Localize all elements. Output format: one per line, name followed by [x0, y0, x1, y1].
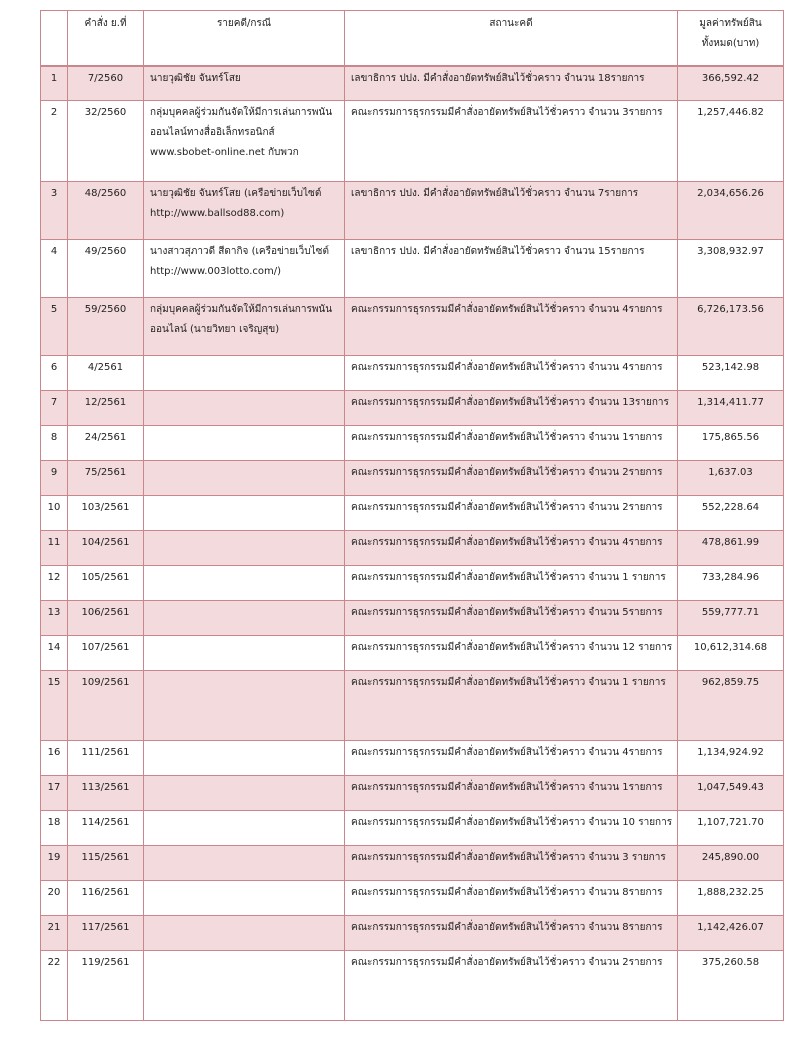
case-status: คณะกรรมการธุรกรรมมีคำสั่งอายัดทรัพย์สินไว้ชั่วคราว จำนวน 2รายการ — [345, 461, 678, 496]
order-number: 4/2561 — [68, 356, 144, 391]
order-number: 115/2561 — [68, 846, 144, 881]
case-status: คณะกรรมการธุรกรรมมีคำสั่งอายัดทรัพย์สินไว้ชั่วคราว จำนวน 2รายการ — [345, 951, 678, 1021]
asset-value: 1,257,446.82 — [678, 101, 784, 182]
asset-value: 733,284.96 — [678, 566, 784, 601]
asset-value: 375,260.58 — [678, 951, 784, 1021]
case-status: เลขาธิการ ปปง. มีคำสั่งอายัดทรัพย์สินไว้ชั่วคราว จำนวน 18รายการ — [345, 66, 678, 101]
table-row — [41, 741, 784, 776]
order-number: 59/2560 — [68, 298, 144, 356]
order-number: 106/2561 — [68, 601, 144, 636]
asset-value: 2,034,656.26 — [678, 182, 784, 240]
case-status: คณะกรรมการธุรกรรมมีคำสั่งอายัดทรัพย์สินไว้ชั่วคราว จำนวน 3 รายการ — [345, 846, 678, 881]
case-name — [144, 951, 345, 1021]
case-status: คณะกรรมการธุรกรรมมีคำสั่งอายัดทรัพย์สินไว้ชั่วคราว จำนวน 12 รายการ — [345, 636, 678, 671]
table-header — [41, 11, 784, 66]
case-name — [144, 461, 345, 496]
case-status: คณะกรรมการธุรกรรมมีคำสั่งอายัดทรัพย์สินไว้ชั่วคราว จำนวน 4รายการ — [345, 741, 678, 776]
table-row — [41, 811, 784, 846]
case-name — [144, 601, 345, 636]
order-number: 104/2561 — [68, 531, 144, 566]
case-name-line: นางสาวสุภาวดี สีดากิจ (เครือข่ายเว็บไซต์ — [150, 246, 329, 257]
case-name — [144, 846, 345, 881]
case-name-line: กลุ่มบุคคลผู้ร่วมกันจัดให้มีการเล่นการพนัน — [150, 107, 333, 118]
table-row — [41, 101, 784, 182]
asset-value: 1,888,232.25 — [678, 881, 784, 916]
case-name — [144, 776, 345, 811]
table-row — [41, 776, 784, 811]
case-name-line: http://www.ballsod88.com) — [150, 208, 285, 219]
case-status: เลขาธิการ ปปง. มีคำสั่งอายัดทรัพย์สินไว้ชั่วคราว จำนวน 15รายการ — [345, 240, 678, 298]
case-status: คณะกรรมการธุรกรรมมีคำสั่งอายัดทรัพย์สินไว้ชั่วคราว จำนวน 1 รายการ — [345, 566, 678, 601]
case-status: คณะกรรมการธุรกรรมมีคำสั่งอายัดทรัพย์สินไว้ชั่วคราว จำนวน 1 รายการ — [345, 671, 678, 741]
row-number: 7 — [41, 391, 68, 426]
table-row — [41, 916, 784, 951]
case-status: คณะกรรมการธุรกรรมมีคำสั่งอายัดทรัพย์สินไว้ชั่วคราว จำนวน 1รายการ — [345, 426, 678, 461]
order-number: 111/2561 — [68, 741, 144, 776]
row-number: 2 — [41, 101, 68, 182]
case-name — [144, 916, 345, 951]
row-number: 13 — [41, 601, 68, 636]
case-status: คณะกรรมการธุรกรรมมีคำสั่งอายัดทรัพย์สินไว้ชั่วคราว จำนวน 4รายการ — [345, 298, 678, 356]
case-status: คณะกรรมการธุรกรรมมีคำสั่งอายัดทรัพย์สินไว้ชั่วคราว จำนวน 3รายการ — [345, 101, 678, 182]
order-number: 24/2561 — [68, 426, 144, 461]
case-status: เลขาธิการ ปปง. มีคำสั่งอายัดทรัพย์สินไว้ชั่วคราว จำนวน 7รายการ — [345, 182, 678, 240]
table-row — [41, 298, 784, 356]
asset-value: 1,107,721.70 — [678, 811, 784, 846]
asset-value: 366,592.42 — [678, 66, 784, 101]
asset-value: 552,228.64 — [678, 496, 784, 531]
table-row — [41, 951, 784, 1021]
row-number: 1 — [41, 66, 68, 101]
table-row — [41, 601, 784, 636]
asset-value: 1,314,411.77 — [678, 391, 784, 426]
case-status: คณะกรรมการธุรกรรมมีคำสั่งอายัดทรัพย์สินไว้ชั่วคราว จำนวน 2รายการ — [345, 496, 678, 531]
order-number: 103/2561 — [68, 496, 144, 531]
table-row — [41, 391, 784, 426]
table-row — [41, 240, 784, 298]
header-value-line1: มูลค่าทรัพย์สิน — [699, 18, 762, 29]
case-name — [144, 531, 345, 566]
header-no — [41, 11, 68, 66]
order-number: 119/2561 — [68, 951, 144, 1021]
case-status: คณะกรรมการธุรกรรมมีคำสั่งอายัดทรัพย์สินไว้ชั่วคราว จำนวน 1รายการ — [345, 776, 678, 811]
order-number: 116/2561 — [68, 881, 144, 916]
case-name — [144, 741, 345, 776]
row-number: 9 — [41, 461, 68, 496]
order-number: 32/2560 — [68, 101, 144, 182]
row-number: 12 — [41, 566, 68, 601]
table-body — [41, 66, 784, 1021]
table-row — [41, 671, 784, 741]
order-number: 107/2561 — [68, 636, 144, 671]
row-number: 4 — [41, 240, 68, 298]
row-number: 6 — [41, 356, 68, 391]
case-name-line: http://www.003lotto.com/) — [150, 266, 282, 277]
table-row — [41, 66, 784, 101]
table-row — [41, 496, 784, 531]
table-row — [41, 566, 784, 601]
case-name — [144, 811, 345, 846]
case-name — [144, 356, 345, 391]
case-name — [144, 240, 345, 298]
table-row — [41, 461, 784, 496]
order-number: 49/2560 — [68, 240, 144, 298]
header-value-line2: ทั้งหมด(บาท) — [701, 38, 760, 49]
asset-value: 1,047,549.43 — [678, 776, 784, 811]
row-number: 20 — [41, 881, 68, 916]
asset-value: 175,865.56 — [678, 426, 784, 461]
order-number: 117/2561 — [68, 916, 144, 951]
table-row — [41, 636, 784, 671]
asset-value: 1,134,924.92 — [678, 741, 784, 776]
table-row — [41, 881, 784, 916]
case-name-line: นายวุฒิชัย จันทร์โสย — [150, 72, 241, 84]
asset-value: 962,859.75 — [678, 671, 784, 741]
case-name — [144, 426, 345, 461]
case-name — [144, 671, 345, 741]
order-number: 114/2561 — [68, 811, 144, 846]
case-status: คณะกรรมการธุรกรรมมีคำสั่งอายัดทรัพย์สินไว้ชั่วคราว จำนวน 10 รายการ — [345, 811, 678, 846]
case-status: คณะกรรมการธุรกรรมมีคำสั่งอายัดทรัพย์สินไว้ชั่วคราว จำนวน 5รายการ — [345, 601, 678, 636]
header-order: คำสั่ง ย.ที่ — [68, 11, 144, 66]
asset-value: 3,308,932.97 — [678, 240, 784, 298]
case-name — [144, 636, 345, 671]
header-status: สถานะคดี — [345, 11, 678, 66]
case-name-line: กลุ่มบุคคลผู้ร่วมกันจัดให้มีการเล่นการพนัน — [150, 304, 333, 315]
asset-value: 245,890.00 — [678, 846, 784, 881]
case-name — [144, 566, 345, 601]
asset-value: 559,777.71 — [678, 601, 784, 636]
order-number: 75/2561 — [68, 461, 144, 496]
row-number: 19 — [41, 846, 68, 881]
case-name — [144, 881, 345, 916]
row-number: 15 — [41, 671, 68, 741]
asset-value: 1,637.03 — [678, 461, 784, 496]
header-value — [678, 11, 784, 66]
order-number: 48/2560 — [68, 182, 144, 240]
table-row — [41, 182, 784, 240]
case-name — [144, 182, 345, 240]
row-number: 17 — [41, 776, 68, 811]
asset-value: 523,142.98 — [678, 356, 784, 391]
row-number: 5 — [41, 298, 68, 356]
asset-value: 1,142,426.07 — [678, 916, 784, 951]
row-number: 21 — [41, 916, 68, 951]
row-number: 22 — [41, 951, 68, 1021]
header-row — [41, 11, 784, 66]
case-name-line: ออนไลน์ทางสื่ออิเล็กทรอนิกส์ — [150, 127, 275, 138]
case-name-line: นายวุฒิชัย จันทร์โสย (เครือข่ายเว็บไซต์ — [150, 188, 322, 199]
table-row — [41, 531, 784, 566]
order-number: 12/2561 — [68, 391, 144, 426]
asset-value: 10,612,314.68 — [678, 636, 784, 671]
case-name — [144, 496, 345, 531]
row-number: 10 — [41, 496, 68, 531]
row-number: 16 — [41, 741, 68, 776]
table-row — [41, 846, 784, 881]
row-number: 11 — [41, 531, 68, 566]
case-status: คณะกรรมการธุรกรรมมีคำสั่งอายัดทรัพย์สินไว้ชั่วคราว จำนวน 4รายการ — [345, 356, 678, 391]
row-number: 14 — [41, 636, 68, 671]
row-number: 8 — [41, 426, 68, 461]
order-number: 7/2560 — [68, 66, 144, 101]
asset-value: 6,726,173.56 — [678, 298, 784, 356]
table-row — [41, 426, 784, 461]
row-number: 18 — [41, 811, 68, 846]
row-number: 3 — [41, 182, 68, 240]
order-number: 105/2561 — [68, 566, 144, 601]
case-name — [144, 298, 345, 356]
case-name-line: www.sbobet-online.net กับพวก — [150, 147, 299, 158]
case-status: คณะกรรมการธุรกรรมมีคำสั่งอายัดทรัพย์สินไว้ชั่วคราว จำนวน 8รายการ — [345, 916, 678, 951]
asset-value: 478,861.99 — [678, 531, 784, 566]
case-name — [144, 391, 345, 426]
header-name: รายคดี/กรณี — [144, 11, 345, 66]
order-number: 109/2561 — [68, 671, 144, 741]
case-name — [144, 66, 345, 101]
asset-seizure-table — [40, 10, 784, 1021]
case-status: คณะกรรมการธุรกรรมมีคำสั่งอายัดทรัพย์สินไว้ชั่วคราว จำนวน 8รายการ — [345, 881, 678, 916]
order-number: 113/2561 — [68, 776, 144, 811]
table-row — [41, 356, 784, 391]
case-name-line: ออนไลน์ (นายวิทยา เจริญสุข) — [150, 324, 280, 335]
case-status: คณะกรรมการธุรกรรมมีคำสั่งอายัดทรัพย์สินไว้ชั่วคราว จำนวน 4รายการ — [345, 531, 678, 566]
case-name — [144, 101, 345, 182]
case-status: คณะกรรมการธุรกรรมมีคำสั่งอายัดทรัพย์สินไว้ชั่วคราว จำนวน 13รายการ — [345, 391, 678, 426]
